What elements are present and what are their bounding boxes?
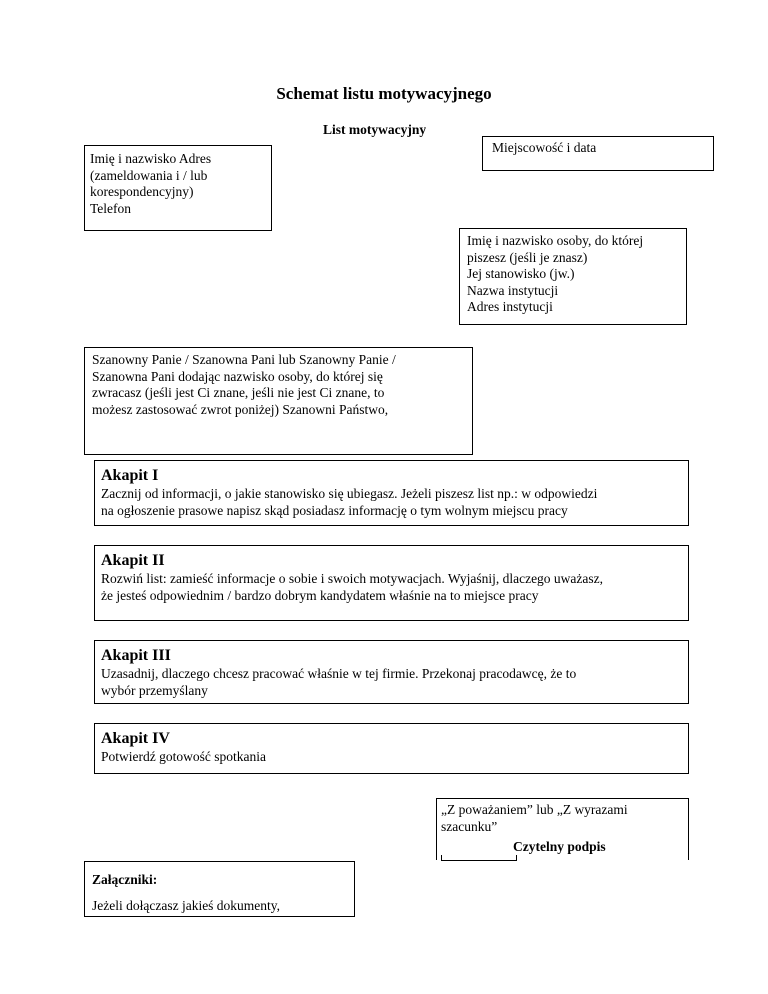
recipient-line: Jej stanowisko (jw.) <box>467 266 575 281</box>
paragraph-line: Zacznij od informacji, o jakie stanowisko się ubiegasz. Jeżeli piszesz list np.: w odpowiedzi <box>101 486 598 501</box>
paragraph-line: Potwierdź gotowość spotkania <box>101 749 266 764</box>
sender-line: (zameldowania i / lub <box>90 167 208 183</box>
recipient-line: Imię i nazwisko osoby, do której <box>467 233 644 248</box>
place-date-box <box>482 136 714 171</box>
sender-line: Imię i nazwisko Adres <box>90 151 212 166</box>
paragraph-heading: Akapit III <box>101 647 171 664</box>
signature-label: Czytelny podpis <box>513 839 606 854</box>
paragraph-line: wybór przemyślany <box>101 683 208 698</box>
closing-line: szacunku” <box>441 818 498 834</box>
paragraph-heading: Akapit I <box>101 467 159 484</box>
salutation-box <box>84 347 473 455</box>
paragraph-heading: Akapit IV <box>101 730 170 747</box>
attachments-heading: Załączniki: <box>92 872 158 887</box>
closing-line: „Z poważaniem” lub „Z wyrazami <box>441 802 628 817</box>
place-date-text: Miejscowość i data <box>492 140 597 155</box>
attachments-text: Jeżeli dołączasz jakieś dokumenty, <box>92 897 281 913</box>
page-title: Schemat listu motywacyjnego <box>276 84 492 103</box>
sender-box <box>84 145 272 231</box>
paragraph-box-3 <box>94 640 689 704</box>
salutation-line: możesz zastosować zwrot poniżej) Szanowni Państwo, <box>92 401 389 417</box>
page-subtitle: List motywacyjny <box>323 122 427 137</box>
paragraph-box-4 <box>94 723 689 774</box>
paragraph-line: na ogłoszenie prasowe napisz skąd posiadasz informację o tym wolnym miejscu pracy <box>101 503 568 518</box>
recipient-box <box>459 228 687 325</box>
paragraph-line: że jesteś odpowiednim / bardzo dobrym kandydatem właśnie na to miejsce pracy <box>101 588 539 603</box>
recipient-line: Adres instytucji <box>467 299 553 314</box>
closing-box <box>436 798 689 860</box>
salutation-line: Szanowny Panie / Szanowna Pani lub Szanowny Panie / <box>92 352 396 367</box>
sender-line: Telefon <box>90 200 132 216</box>
salutation-line: zwracasz (jeśli jest Ci znane, jeśli nie jest Ci znane, to <box>92 385 385 400</box>
signature-row <box>441 835 688 857</box>
attachments-box <box>84 861 355 917</box>
recipient-line: Nazwa instytucji <box>467 282 559 298</box>
paragraph-box-2 <box>94 545 689 621</box>
paragraph-box-1 <box>94 460 689 526</box>
signature-line <box>441 855 517 861</box>
paragraph-line: Uzasadnij, dlaczego chcesz pracować właśnie w tej firmie. Przekonaj pracodawcę, że to <box>101 666 577 681</box>
paragraph-line: Rozwiń list: zamieść informacje o sobie i swoich motywacjach. Wyjaśnij, dlaczego uważasz, <box>101 571 604 586</box>
salutation-line: Szanowna Pani dodając nazwisko osoby, do której się <box>92 368 383 384</box>
sender-line: korespondencyjny) <box>90 184 194 199</box>
paragraph-heading: Akapit II <box>101 552 165 569</box>
recipient-line: piszesz (jeśli je znasz) <box>467 249 588 265</box>
